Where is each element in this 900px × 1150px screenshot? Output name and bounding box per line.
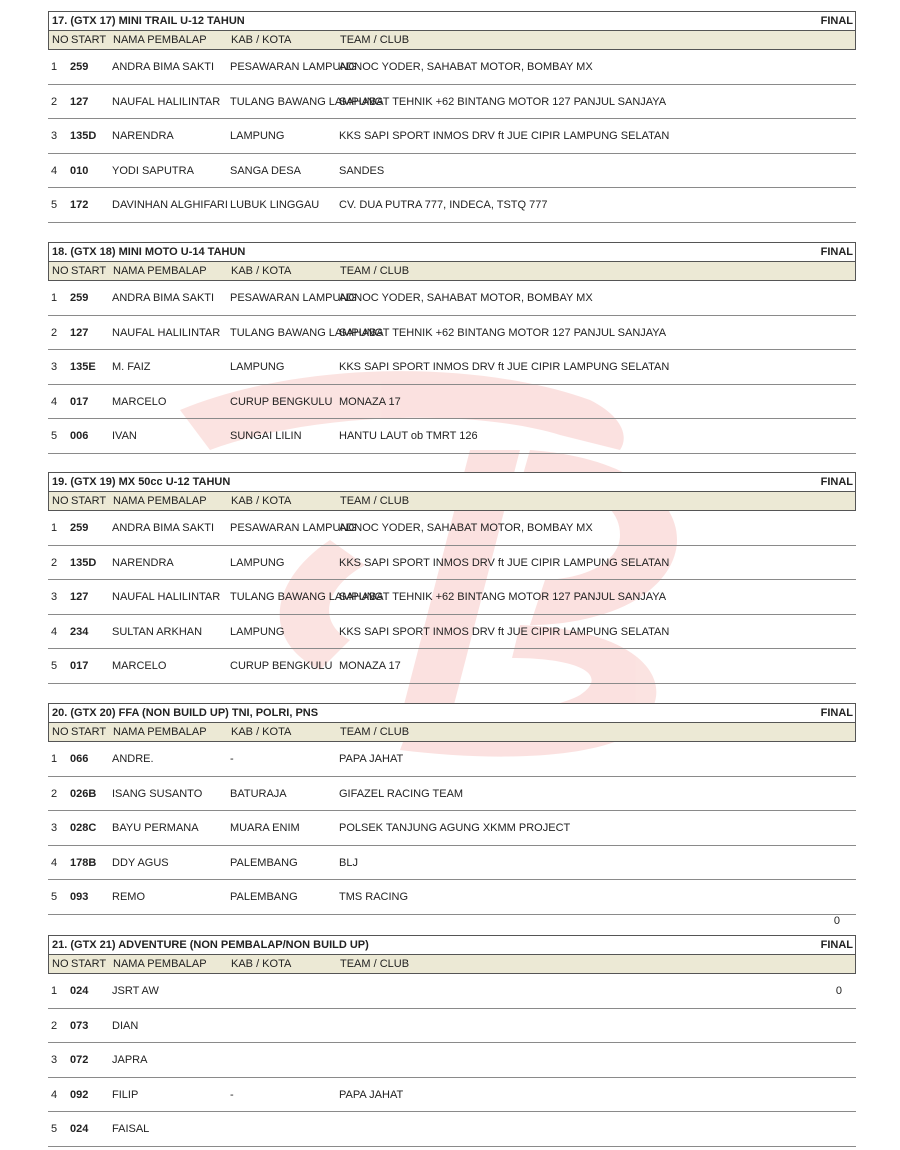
cell-kab: MUARA ENIM <box>230 822 300 835</box>
header-team: TEAM / CLUB <box>340 726 410 738</box>
cell-start: 024 <box>70 1123 89 1136</box>
section-title-bar <box>48 11 856 30</box>
cell-nama: NAUFAL HALILINTAR <box>112 326 221 339</box>
table-row <box>48 1112 856 1147</box>
section-status: FINAL <box>820 246 853 258</box>
cell-start: 024 <box>70 985 89 997</box>
header-team: TEAM / CLUB <box>340 34 410 46</box>
cell-team: PAPA JAHAT <box>339 753 404 765</box>
cell-team: ADNOC YODER, SAHABAT MOTOR, BOMBAY MX <box>339 292 593 304</box>
cell-kab: PESAWARAN LAMPUNG <box>230 522 357 534</box>
cell-no: 1 <box>51 522 58 534</box>
cell-start: 066 <box>70 753 89 765</box>
cell-no: 2 <box>51 787 58 800</box>
cell-no: 1 <box>51 61 58 73</box>
cell-nama: IVAN <box>112 430 137 443</box>
header-team: TEAM / CLUB <box>340 265 410 277</box>
table-row <box>48 1043 856 1078</box>
cell-no: 5 <box>51 1123 58 1136</box>
cell-nama: NAUFAL HALILINTAR <box>112 591 221 604</box>
stray-value: 0 <box>833 915 840 927</box>
cell-no: 2 <box>51 326 58 339</box>
cell-start: 010 <box>70 164 89 177</box>
cell-start: 234 <box>70 625 89 638</box>
table-row <box>48 846 856 881</box>
cell-no: 4 <box>51 625 58 638</box>
table-row <box>48 1078 856 1113</box>
cell-start: 127 <box>70 326 89 339</box>
cell-nama: ANDRA BIMA SAKTI <box>112 61 215 73</box>
cell-kab: BATURAJA <box>230 787 287 800</box>
header-kab: KAB / KOTA <box>231 726 292 738</box>
cell-team: MONAZA 17 <box>339 395 401 408</box>
section-title-bar <box>48 703 856 722</box>
table-row <box>48 615 856 650</box>
header-no: NO <box>52 958 69 970</box>
cell-nama: DIAN <box>112 1019 139 1032</box>
cell-start: 092 <box>70 1088 89 1101</box>
cell-no: 2 <box>51 95 58 108</box>
cell-kab: LAMPUNG <box>230 625 285 638</box>
cell-kab: TULANG BAWANG LAMPUNG <box>230 95 384 108</box>
cell-no: 4 <box>51 856 58 869</box>
section-status: FINAL <box>820 15 853 27</box>
cell-start: 135D <box>70 556 97 569</box>
section-status: FINAL <box>820 707 853 719</box>
table-header <box>48 954 856 974</box>
table-row <box>48 154 856 189</box>
cell-kab: LAMPUNG <box>230 556 285 569</box>
section-title: 18. (GTX 18) MINI MOTO U-14 TAHUN <box>52 246 246 258</box>
cell-start: 127 <box>70 591 89 604</box>
results-section <box>48 242 856 454</box>
table-row <box>48 1009 856 1044</box>
cell-start: 093 <box>70 891 89 904</box>
header-nama: NAMA PEMBALAP <box>113 958 207 970</box>
cell-nama: MARCELO <box>112 395 167 408</box>
cell-kab: PALEMBANG <box>230 891 298 904</box>
cell-kab: SANGA DESA <box>230 164 301 177</box>
section-title: 17. (GTX 17) MINI TRAIL U-12 TAHUN <box>52 15 245 27</box>
cell-nama: YODI SAPUTRA <box>112 164 194 177</box>
table-row <box>48 880 856 915</box>
cell-nama: NAUFAL HALILINTAR <box>112 95 221 108</box>
cell-team: KKS SAPI SPORT INMOS DRV ft JUE CIPIR LAMPUNG SELATAN <box>339 625 670 638</box>
row-extra-value: 0 <box>835 985 842 997</box>
cell-kab: TULANG BAWANG LAMPUNG <box>230 591 384 604</box>
cell-kab: CURUP BENGKULU <box>230 660 333 673</box>
cell-no: 4 <box>51 395 58 408</box>
header-no: NO <box>52 726 69 738</box>
cell-nama: NARENDRA <box>112 556 174 569</box>
cell-no: 3 <box>51 591 58 604</box>
section-title: 20. (GTX 20) FFA (NON BUILD UP) TNI, POLRI, PNS <box>52 707 319 719</box>
cell-nama: DAVINHAN ALGHIFARI <box>112 199 228 212</box>
header-kab: KAB / KOTA <box>231 265 292 277</box>
cell-kab: CURUP BENGKULU <box>230 395 333 408</box>
cell-nama: JAPRA <box>112 1054 148 1067</box>
header-start: START <box>71 495 107 507</box>
cell-team: CV. DUA PUTRA 777, INDECA, TSTQ 777 <box>339 199 548 212</box>
header-nama: NAMA PEMBALAP <box>113 265 207 277</box>
table-row <box>48 511 856 546</box>
table-row <box>48 580 856 615</box>
cell-no: 5 <box>51 199 58 212</box>
cell-no: 2 <box>51 1019 58 1032</box>
cell-team: SAHABAT TEHNIK +62 BINTANG MOTOR 127 PANJUL SANJAYA <box>339 95 667 108</box>
table-row <box>48 50 856 85</box>
cell-no: 1 <box>51 292 58 304</box>
table-row <box>48 546 856 581</box>
cell-kab: LAMPUNG <box>230 361 285 374</box>
table-header <box>48 30 856 50</box>
header-no: NO <box>52 495 69 507</box>
cell-kab: LUBUK LINGGAU <box>230 199 320 212</box>
table-row <box>48 742 856 777</box>
header-nama: NAMA PEMBALAP <box>113 495 207 507</box>
cell-no: 3 <box>51 130 58 143</box>
header-no: NO <box>52 265 69 277</box>
cell-team: KKS SAPI SPORT INMOS DRV ft JUE CIPIR LAMPUNG SELATAN <box>339 556 670 569</box>
header-start: START <box>71 265 107 277</box>
section-title-bar <box>48 472 856 491</box>
cell-start: 259 <box>70 292 89 304</box>
section-status: FINAL <box>820 476 853 488</box>
cell-nama: SULTAN ARKHAN <box>112 625 203 638</box>
cell-team: SANDES <box>339 164 385 177</box>
cell-team: PAPA JAHAT <box>339 1088 404 1101</box>
cell-no: 1 <box>51 985 58 997</box>
cell-nama: DDY AGUS <box>112 856 169 869</box>
cell-nama: ANDRA BIMA SAKTI <box>112 292 215 304</box>
cell-nama: ISANG SUSANTO <box>112 787 203 800</box>
cell-kab: TULANG BAWANG LAMPUNG <box>230 326 384 339</box>
table-row <box>48 350 856 385</box>
cell-nama: MARCELO <box>112 660 167 673</box>
header-kab: KAB / KOTA <box>231 958 292 970</box>
cell-team: SAHABAT TEHNIK +62 BINTANG MOTOR 127 PANJUL SANJAYA <box>339 591 667 604</box>
cell-nama: JSRT AW <box>112 985 159 997</box>
table-row <box>48 777 856 812</box>
cell-nama: NARENDRA <box>112 130 174 143</box>
cell-start: 073 <box>70 1019 89 1032</box>
cell-kab: - <box>230 1088 234 1101</box>
section-title: 19. (GTX 19) MX 50cc U-12 TAHUN <box>52 476 231 488</box>
cell-team: BLJ <box>339 856 358 869</box>
cell-no: 3 <box>51 822 58 835</box>
section-title-bar <box>48 935 856 954</box>
cell-team: GIFAZEL RACING TEAM <box>339 787 464 800</box>
cell-team: POLSEK TANJUNG AGUNG XKMM PROJECT <box>339 822 571 835</box>
cell-nama: FILIP <box>112 1088 139 1101</box>
cell-start: 127 <box>70 95 89 108</box>
cell-team: KKS SAPI SPORT INMOS DRV ft JUE CIPIR LAMPUNG SELATAN <box>339 361 670 374</box>
cell-no: 1 <box>51 753 58 765</box>
cell-team: TMS RACING <box>339 891 409 904</box>
cell-no: 3 <box>51 1054 58 1067</box>
results-section <box>48 472 856 684</box>
cell-kab: PALEMBANG <box>230 856 298 869</box>
table-row <box>48 85 856 120</box>
table-row <box>48 188 856 223</box>
results-section <box>48 703 856 915</box>
header-start: START <box>71 958 107 970</box>
table-row <box>48 385 856 420</box>
cell-team: MONAZA 17 <box>339 660 401 673</box>
header-start: START <box>71 34 107 46</box>
table-header <box>48 261 856 281</box>
cell-team: HANTU LAUT ob TMRT 126 <box>339 430 478 443</box>
table-row <box>48 649 856 684</box>
cell-start: 259 <box>70 61 89 73</box>
cell-no: 5 <box>51 430 58 443</box>
cell-start: 028C <box>70 822 97 835</box>
section-title: 21. (GTX 21) ADVENTURE (NON PEMBALAP/NON BUILD UP) <box>52 939 369 951</box>
cell-no: 5 <box>51 891 58 904</box>
header-team: TEAM / CLUB <box>340 495 410 507</box>
cell-start: 026B <box>70 787 97 800</box>
header-kab: KAB / KOTA <box>231 495 292 507</box>
header-team: TEAM / CLUB <box>340 958 410 970</box>
table-header <box>48 491 856 511</box>
cell-start: 135E <box>70 361 96 374</box>
cell-start: 072 <box>70 1054 89 1067</box>
cell-start: 017 <box>70 660 89 673</box>
cell-no: 3 <box>51 361 58 374</box>
cell-start: 135D <box>70 130 97 143</box>
cell-start: 017 <box>70 395 89 408</box>
cell-nama: FAISAL <box>112 1123 150 1136</box>
table-header <box>48 722 856 742</box>
table-row <box>48 419 856 454</box>
table-row <box>48 316 856 351</box>
cell-no: 5 <box>51 660 58 673</box>
cell-kab: PESAWARAN LAMPUNG <box>230 61 357 73</box>
cell-nama: ANDRE. <box>112 753 154 765</box>
header-start: START <box>71 726 107 738</box>
section-status: FINAL <box>820 939 853 951</box>
header-nama: NAMA PEMBALAP <box>113 34 207 46</box>
cell-nama: REMO <box>112 891 145 904</box>
cell-start: 172 <box>70 199 89 212</box>
cell-team: ADNOC YODER, SAHABAT MOTOR, BOMBAY MX <box>339 522 593 534</box>
cell-start: 178B <box>70 856 97 869</box>
cell-start: 006 <box>70 430 89 443</box>
header-kab: KAB / KOTA <box>231 34 292 46</box>
cell-kab: SUNGAI LILIN <box>230 430 302 443</box>
cell-kab: PESAWARAN LAMPUNG <box>230 292 357 304</box>
cell-no: 4 <box>51 1088 58 1101</box>
cell-team: SAHABAT TEHNIK +62 BINTANG MOTOR 127 PANJUL SANJAYA <box>339 326 667 339</box>
header-nama: NAMA PEMBALAP <box>113 726 207 738</box>
cell-kab: - <box>230 753 234 765</box>
section-title-bar <box>48 242 856 261</box>
cell-start: 259 <box>70 522 89 534</box>
cell-nama: M. FAIZ <box>112 361 151 374</box>
cell-team: ADNOC YODER, SAHABAT MOTOR, BOMBAY MX <box>339 61 593 73</box>
cell-no: 2 <box>51 556 58 569</box>
table-row <box>48 811 856 846</box>
results-section <box>48 11 856 223</box>
table-row <box>48 281 856 316</box>
header-no: NO <box>52 34 69 46</box>
table-row <box>48 974 856 1009</box>
table-row <box>48 119 856 154</box>
results-section <box>48 935 856 1147</box>
cell-kab: LAMPUNG <box>230 130 285 143</box>
cell-nama: BAYU PERMANA <box>112 822 199 835</box>
cell-nama: ANDRA BIMA SAKTI <box>112 522 215 534</box>
cell-team: KKS SAPI SPORT INMOS DRV ft JUE CIPIR LAMPUNG SELATAN <box>339 130 670 143</box>
cell-no: 4 <box>51 164 58 177</box>
